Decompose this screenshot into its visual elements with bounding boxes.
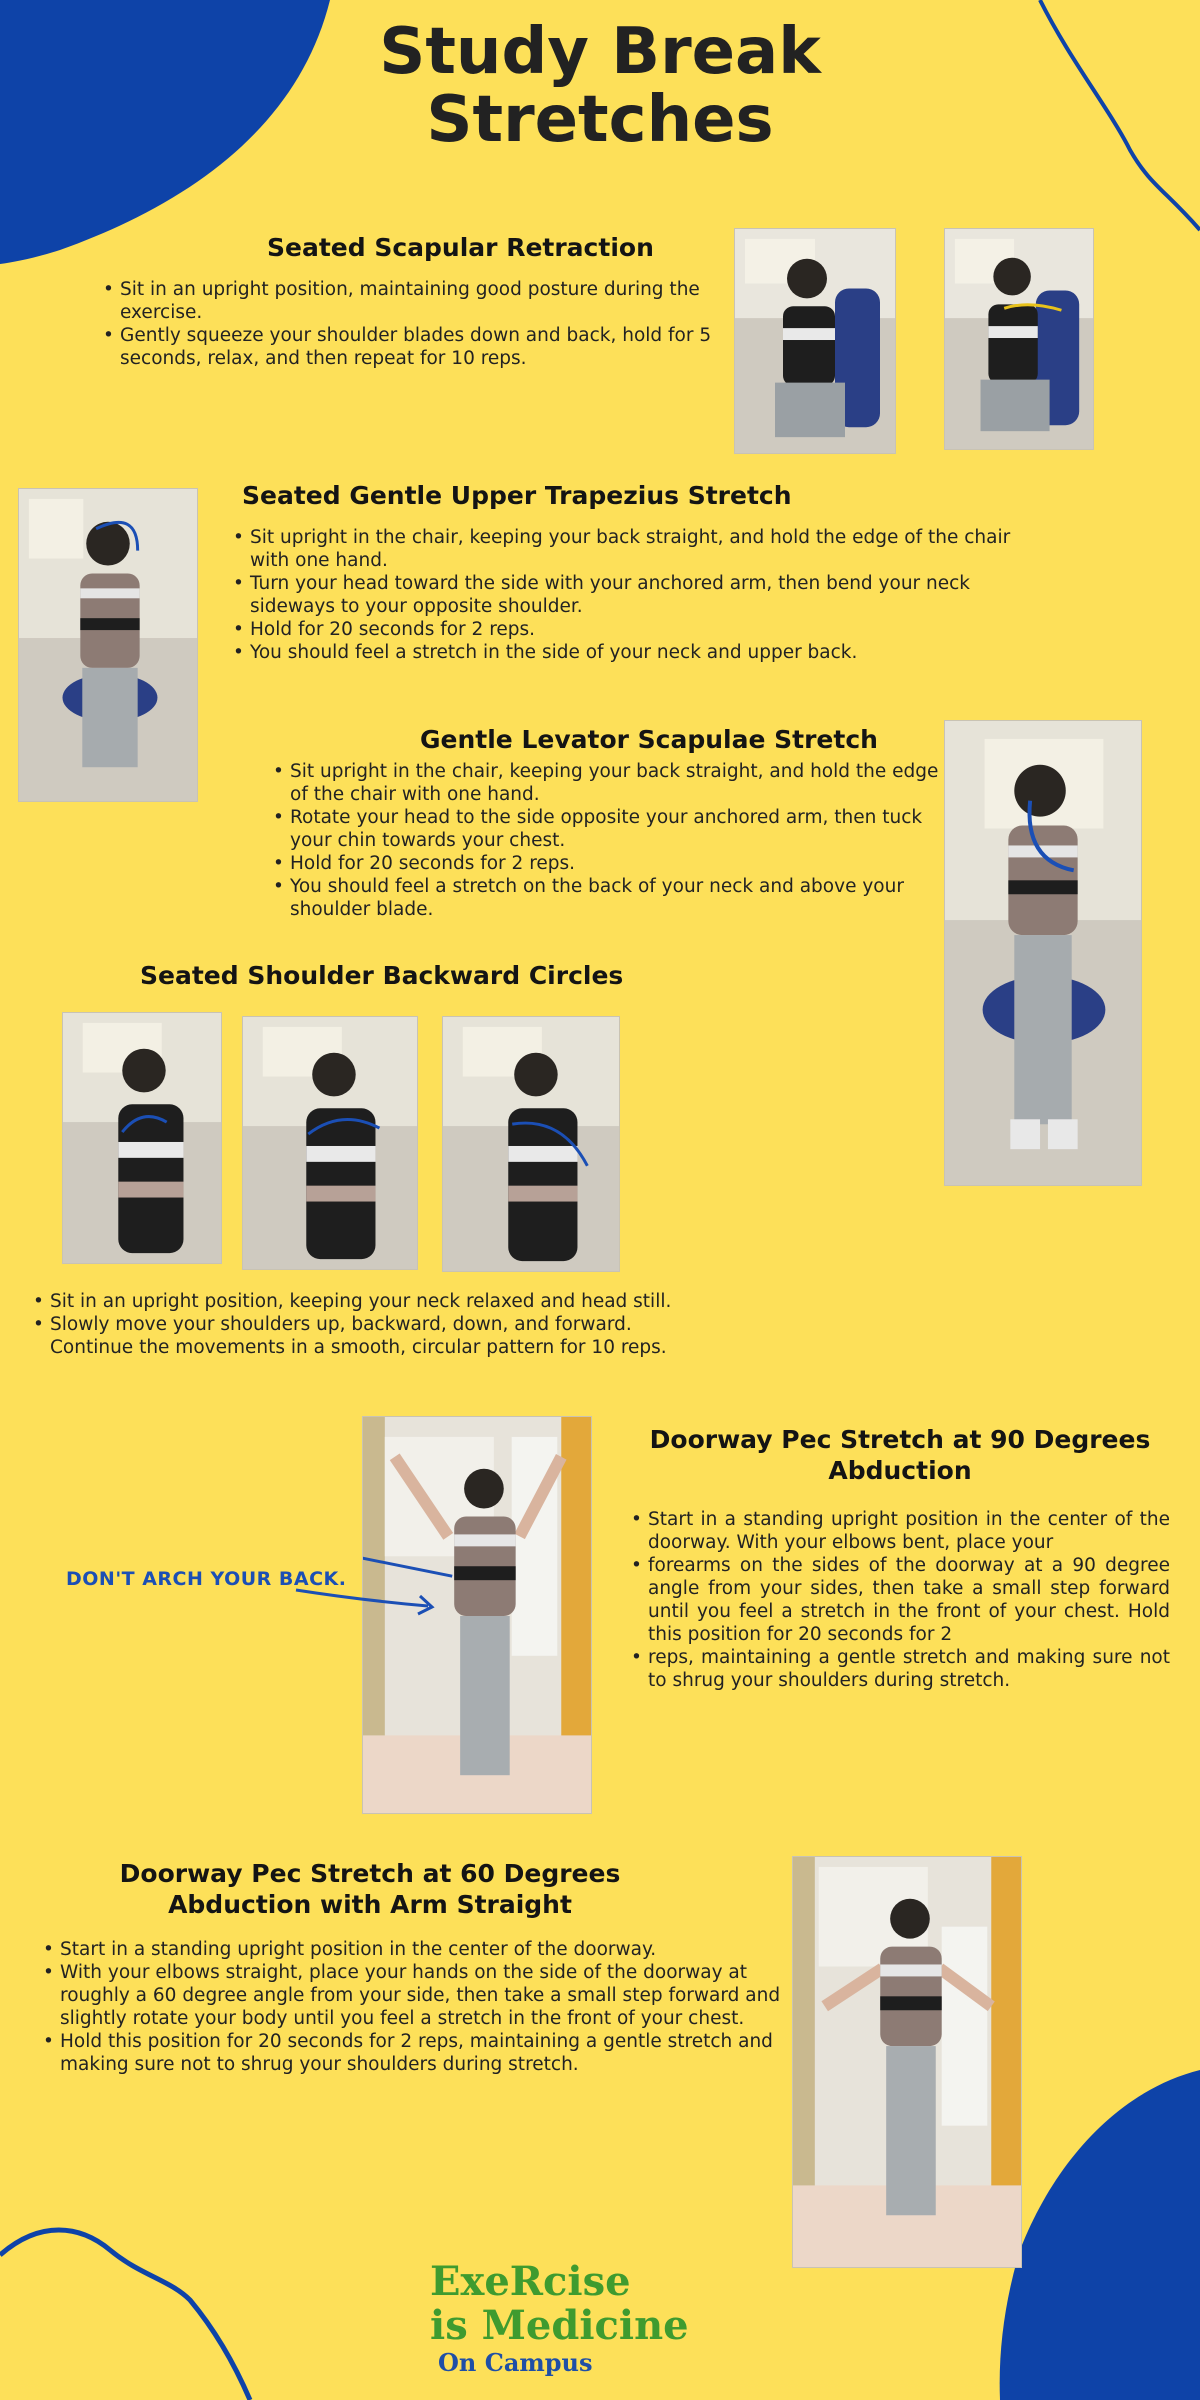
photo-doorway-pec-90 bbox=[362, 1416, 592, 1814]
page-title bbox=[300, 15, 900, 157]
list-item: • Sit upright in the chair, keeping your back straight, and hold the edge of the chair with one hand. bbox=[230, 526, 1020, 572]
list-item: • You should feel a stretch on the back of your neck and above your shoulder blade. bbox=[270, 875, 940, 921]
section-heading-shoulder-circles: Seated Shoulder Backward Circles bbox=[140, 961, 624, 990]
list-item: • Slowly move your shoulders up, backward, down, and forward. Continue the movements in a smooth, circular pattern for 10 reps. bbox=[30, 1313, 720, 1359]
page-title-line1: Study Break bbox=[379, 15, 821, 89]
list-item: • Hold for 20 seconds for 2 reps. bbox=[230, 618, 1020, 641]
photo-scapular-retraction-2 bbox=[944, 228, 1094, 450]
list-item: • Turn your head toward the side with your anchored arm, then bend your neck sideways to your opposite shoulder. bbox=[230, 572, 1020, 618]
section-heading-levator-scapulae: Gentle Levator Scapulae Stretch bbox=[420, 725, 878, 754]
photo-shoulder-circles-1 bbox=[62, 1012, 222, 1264]
list-item: • Hold for 20 seconds for 2 reps. bbox=[270, 852, 940, 875]
section-bullets-doorway-pec-90 bbox=[628, 1508, 1170, 1692]
exercise-is-medicine-logo bbox=[430, 2260, 770, 2378]
list-item: • Gently squeeze your shoulder blades down and back, hold for 5 seconds, relax, and then repeat for 10 reps. bbox=[100, 324, 730, 370]
section-bullets-shoulder-circles bbox=[30, 1290, 720, 1359]
list-item: • With your elbows straight, place your hands on the side of the doorway at roughly a 60 degree angle from your side, then take a small step forward and slightly rotate your body until you feel a stretch in the front of your chest. bbox=[40, 1961, 790, 2030]
list-item: • Sit upright in the chair, keeping your back straight, and hold the edge of the chair with one hand. bbox=[270, 760, 940, 806]
section-heading-scapular-retraction: Seated Scapular Retraction bbox=[267, 233, 654, 262]
list-item: • Start in a standing upright position in the center of the doorway. bbox=[40, 1938, 790, 1961]
logo-line3: On Campus bbox=[438, 2348, 593, 2377]
section-bullets-doorway-pec-60 bbox=[40, 1938, 790, 2076]
logo-line2: is Medicine bbox=[430, 2302, 689, 2349]
heading-line: Abduction bbox=[828, 1456, 972, 1485]
page-title-line2: Stretches bbox=[426, 83, 774, 157]
section-bullets-upper-trapezius bbox=[230, 526, 1020, 664]
heading-line: Abduction with Arm Straight bbox=[168, 1890, 572, 1919]
section-heading-doorway-pec-60 bbox=[90, 1858, 650, 1920]
list-item: • Start in a standing upright position in the center of the doorway. With your elbows bent, place your bbox=[628, 1508, 1170, 1554]
section-bullets-scapular-retraction bbox=[100, 278, 730, 370]
heading-line: Doorway Pec Stretch at 60 Degrees bbox=[119, 1859, 621, 1888]
section-heading-upper-trapezius: Seated Gentle Upper Trapezius Stretch bbox=[242, 481, 792, 510]
logo-line1: ExeRcise bbox=[430, 2258, 631, 2305]
heading-line: Doorway Pec Stretch at 90 Degrees bbox=[649, 1425, 1151, 1454]
list-item: • You should feel a stretch in the side of your neck and upper back. bbox=[230, 641, 1020, 664]
callout-dont-arch-back: DON'T ARCH YOUR BACK. bbox=[66, 1568, 347, 1590]
section-heading-doorway-pec-90 bbox=[620, 1424, 1180, 1486]
photo-shoulder-circles-2 bbox=[242, 1016, 418, 1270]
photo-levator-scapulae-stretch bbox=[944, 720, 1142, 1186]
photo-shoulder-circles-3 bbox=[442, 1016, 620, 1272]
list-item: • Sit in an upright position, maintaining good posture during the exercise. bbox=[100, 278, 730, 324]
photo-scapular-retraction-1 bbox=[734, 228, 896, 454]
list-item: • Sit in an upright position, keeping your neck relaxed and head still. bbox=[30, 1290, 720, 1313]
photo-upper-trapezius-stretch bbox=[18, 488, 198, 802]
photo-doorway-pec-60 bbox=[792, 1856, 1022, 2268]
list-item: • Hold this position for 20 seconds for 2 reps, maintaining a gentle stretch and making sure not to shrug your shoulders during stretch. bbox=[40, 2030, 790, 2076]
section-bullets-levator-scapulae bbox=[270, 760, 940, 921]
list-item: • reps, maintaining a gentle stretch and making sure not to shrug your shoulders during stretch. bbox=[628, 1646, 1170, 1692]
list-item: • Rotate your head to the side opposite your anchored arm, then tuck your chin towards your chest. bbox=[270, 806, 940, 852]
list-item: • forearms on the sides of the doorway at a 90 degree angle from your sides, then take a small step forward until you feel a stretch in the front of your chest. Hold this position for 20 seconds for 2 bbox=[628, 1554, 1170, 1646]
